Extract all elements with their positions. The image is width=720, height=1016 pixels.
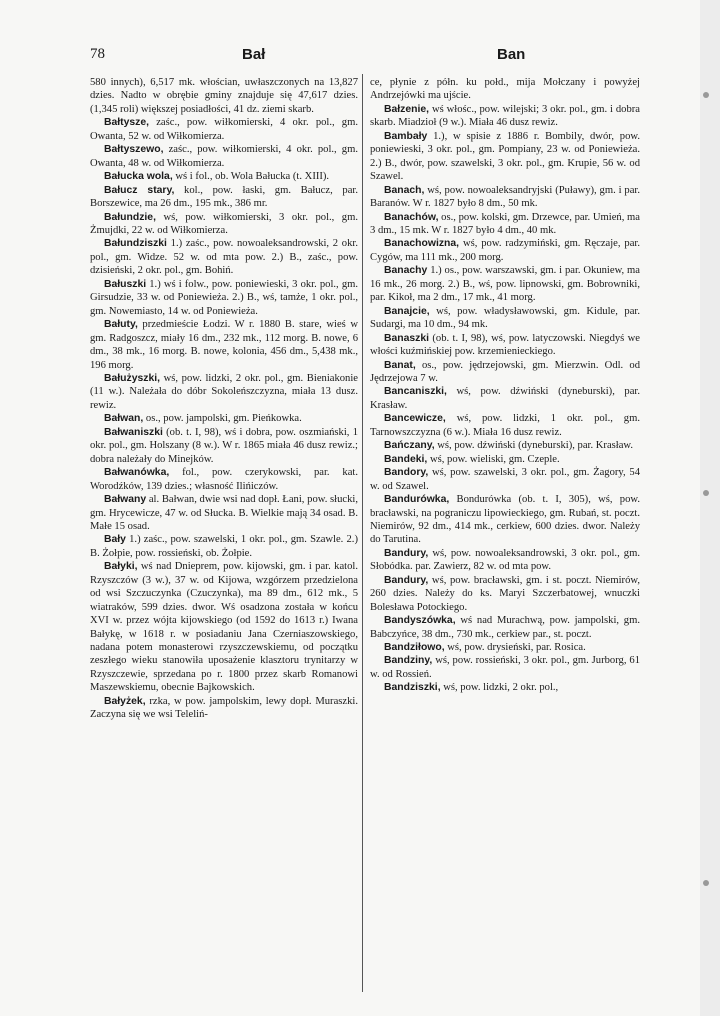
entry-headword: Bambały [384, 130, 428, 142]
scan-mark [703, 92, 709, 98]
entry-text: wś, pow. wiłkomierski, 3 okr. pol., gm. Żmujdki, 22 w. od Wiłkomierza. [90, 211, 358, 236]
entry-headword: Bancaniszki, [384, 386, 447, 398]
entry-text: wś, pow. wieliski, gm. Czeple. [427, 453, 560, 465]
left-column [90, 76, 358, 722]
entry-text: wś, pow. radzymiński, gm. Ręczaje, par. Cygów, ma 111 mk., 200 morg. [370, 238, 640, 263]
entry-headword: Bałundzie, [104, 211, 156, 223]
dictionary-entry [370, 184, 640, 211]
entry-headword: Banat, [384, 359, 416, 371]
entry-text: wś, pow. lidzki, 1 okr. pol., gm. Tarnowszczyzna (6 w.). Miała 16 dusz rewiz. [370, 413, 640, 438]
entry-text: (ob. t. I, 98), wś, pow. latyczowski. Niegdyś we włości kuźmińskiej pow. krzemienieckiego. [370, 332, 640, 358]
dictionary-entry [370, 385, 640, 412]
entry-text: fol., pow. czerykowski, par. kat. Worodźków, 139 dzies.; własność Ilińiczów. [90, 467, 358, 492]
entry-text: wś, pow. nowoaleksandrowski, 3 okr. pol., gm. Słobódka. par. Zawierz, 82 w. od mta pow. [370, 547, 640, 573]
entry-headword: Bałuszki [104, 278, 147, 290]
dictionary-entry [370, 641, 640, 654]
entry-headword: Banach, [384, 184, 425, 196]
entry-text: wś, pow. bracławski, gm. i st. poczt. Niemirów, 260 dzies. Należy do ks. Maryi Szczerbatowej, wnuczki Bolesława Potockiego. [370, 574, 640, 613]
entry-headword: Bandury, [384, 547, 429, 559]
entry-headword: Bałużyszki, [104, 372, 161, 384]
dictionary-entry [90, 76, 358, 116]
entry-text: al. Bałwan, dwie wsi nad dopł. Łani, pow. słucki, gm. Hrycewicze, 47 w. od Słucka. B. Wielkie mają 34 osad. B. Małe 15 osad. [90, 494, 358, 532]
dictionary-entry [370, 76, 640, 103]
entry-headword: Bandziny, [384, 655, 433, 667]
entry-headword: Bandziszki, [384, 682, 441, 694]
entry-text: wś, pow. władysławowski, gm. Kidule, par. Sudargi, ma 10 dm., 94 mk. [370, 305, 640, 331]
entry-headword: Bałtyszewo, [104, 144, 164, 156]
dictionary-entry [90, 170, 358, 183]
dictionary-entry [370, 654, 640, 681]
dictionary-entry [370, 237, 640, 264]
dictionary-entry [90, 116, 358, 143]
entry-headword: Banachów, [384, 211, 439, 223]
dictionary-entry [90, 318, 358, 372]
scan-edge [700, 0, 720, 1016]
dictionary-entry [90, 695, 358, 722]
dictionary-entry [90, 143, 358, 170]
entry-text: zaśc., pow. wiłkomierski, 4 okr. pol., gm. Owanta, 52 w. od Wiłkomierza. [90, 117, 358, 142]
dictionary-entry [90, 184, 358, 211]
entry-headword: Banajcie, [384, 305, 430, 317]
running-head-left: Bał [242, 46, 266, 63]
dictionary-entry [370, 332, 640, 359]
running-head-right: Ban [497, 46, 526, 63]
entry-text: os., pow. jędrzejowski, gm. Mierzwin. Odl. od Jędrzejowa 7 w. [370, 359, 640, 384]
entry-text: wś, pow. lidzki, 2 okr. pol., gm. Bieniakonie (11 w.). Należała do dóbr Sokoleńszczyzna, miała 13 dusz. rewiz. [90, 372, 358, 411]
entry-headword: Bancewicze, [384, 413, 446, 425]
entry-text: ce, płynie z półn. ku połd., mija Mołczany i powyżej Andrzejówki ma ujście. [370, 77, 640, 102]
dictionary-entry [90, 426, 358, 466]
entry-text: wś nad Dnieprem, pow. kijowski, gm. i par. katol. Rzyszczów (3 w.), 37 w. od Kijowa, wzgórzem przedzielona od wsi Szczuczynka (Czuczynka), ma 89 dm., 612 mk., 5 wiatraków, 599 dzies. dwor. Wś osadzona została w końcu XVI w. przez wójta kijowskiego (od 1592 do 1613 r.) Iwana Bałykę, w 1618 r. w posiadaniu Jana Czerniaszowskiego, nadana potem monasterowi rzyszczewskiemu, od początku zeszłego wieku stanowiła uposażenie klasztoru trynitarzy w Rzyszczewie, sprzedana po r. 1800 przez skarb Romanowi Maszewskiemu, obecnie Bajkowskich. [90, 561, 358, 694]
entry-text: wś, pow. dźwiński (dyneburski), par. Krasław. [434, 440, 634, 452]
entry-text: wś nad Murachwą, pow. jampolski, gm. Babczyńce, 38 dm., 730 mk., cerkiew par., st. poczt. [370, 615, 640, 640]
entry-headword: Bałzenie, [384, 103, 430, 115]
dictionary-entry [370, 130, 640, 184]
entry-headword: Banaszki [384, 332, 430, 344]
scan-mark [703, 880, 709, 886]
dictionary-entry [370, 103, 640, 130]
entry-headword: Bałwanówka, [104, 467, 170, 479]
dictionary-entry [90, 372, 358, 412]
dictionary-entry [370, 264, 640, 304]
entry-headword: Banachy [384, 265, 428, 277]
dictionary-entry [90, 466, 358, 493]
dictionary-entry [370, 439, 640, 452]
entry-headword: Banachowizna, [384, 238, 460, 250]
dictionary-entry [370, 359, 640, 386]
column-divider [362, 74, 363, 992]
entry-text: wś, pow. szawelski, 3 okr. pol., gm. Żagory, 54 w. od Szawel. [370, 467, 640, 492]
entry-text: (ob. t. I, 98), wś i dobra, pow. oszmiański, 1 okr. pol., gm. Holszany (8 w.). W r. 1865 miała 46 dusz rewiz.; dobra należały do Minejków. [90, 426, 358, 465]
dictionary-entry [370, 453, 640, 466]
entry-text: 1.) os., pow. warszawski, gm. i par. Okuniew, ma 16 mk., 26 morg. 2.) B., wś, pow. lipnowski, gm. Bobrowniki, par. Kikoł, ma 2 dm., 17 mk., 41 morg. [370, 265, 640, 304]
entry-text: zaśc., pow. wiłkomierski, 4 okr. pol., gm. Owanta, 48 w. od Wiłkomierza. [90, 144, 358, 169]
entry-headword: Bańczany, [384, 440, 435, 452]
dictionary-entry [370, 614, 640, 641]
entry-headword: Bałyżek, [104, 695, 146, 707]
entry-headword: Bandury, [384, 574, 429, 586]
entry-text: os., pow. jampolski, gm. Pieńkowka. [143, 413, 302, 425]
entry-headword: Bały [104, 534, 126, 546]
scan-mark [703, 490, 709, 496]
dictionary-entry [90, 278, 358, 318]
entry-text: kol., pow. łaski, gm. Bałucz, par. Borszewice, ma 26 dm., 195 mk., 386 mr. [90, 184, 358, 210]
entry-headword: Bałwaniszki [104, 426, 163, 438]
entry-text: Bondurówka (ob. t. I, 305), wś, pow. bracławski, na pograniczu lipowieckiego, gm. Rubań, st. poczt. Niemirów, 92 dm., 414 mk., cerkiew, 600 dzies. dwor. Należy do Tarutina. [370, 494, 640, 546]
dictionary-entry [370, 305, 640, 332]
entry-text: 1.), w spisie z 1886 r. Bombily, dwór, pow. poniewieski, 3 okr. pol., gm. Pompiany, 23 w. od Poniewieża. 2.) B., dwór, pow. szawelski, 3 okr. pol., gm. Krupie, 56 w. od Szawel. [370, 130, 640, 183]
entry-text: 1.) zaśc., pow. szawelski, 1 okr. pol., gm. Szawle. 2.) B. Żołpie, pow. rossieński, ob. Żołpie. [90, 534, 358, 559]
entry-text: przedmieście Łodzi. W r. 1880 B. stare, wieś w gm. Radgoszcz, miały 16 dm., 232 mk., 112 morg. B. nowe, 6 dm., 38 mk., 16 morg. B. nowe, kolonia, 456 dm., 5,438 mk., 196 morg. [90, 319, 358, 371]
entry-text: 1.) wś i folw., pow. poniewieski, 3 okr. pol., gm. Girsudzie, 33 w. od Poniewieża. 2.) B., wś, tamże, 1 okr. pol., gm. Nowemiasto, 14 w. od Poniewieża. [90, 278, 358, 317]
entry-text: wś włośc., pow. wilejski; 3 okr. pol., gm. i dobra skarb. Miadzioł (9 w.). Miała 46 dusz rewiz. [370, 103, 640, 129]
dictionary-entry [370, 412, 640, 439]
entry-headword: Bandurówka, [384, 494, 450, 506]
dictionary-entry [90, 560, 358, 695]
entry-text: rzka, w pow. jampolskim, lewy dopł. Muraszki. Zaczyna się we wsi Teleliń- [90, 695, 358, 721]
entry-headword: Bałundziszki [104, 238, 167, 250]
entry-headword: Bałuty, [104, 319, 138, 331]
dictionary-entry [90, 211, 358, 238]
entry-text: 580 innych), 6,517 mk. włościan, uwłaszczonych na 13,827 dzies. Nadto w obrębie gminy znajduje się 47,617 dzies. (1,345 roli) większej posiadłości, 41 dz. ziemi skarb. [90, 77, 358, 115]
entry-headword: Bałyki, [104, 561, 138, 573]
right-column [370, 76, 640, 695]
entry-headword: Bałucka wola, [104, 171, 173, 183]
dictionary-entry [370, 493, 640, 547]
entry-text: os., pow. kolski, gm. Drzewce, par. Umień, ma 3 dm., 15 mk. W r. 1827 było 4 dm., 40 mk. [370, 211, 640, 236]
entry-text: wś, pow. rossieński, 3 okr. pol., gm. Jurborg, 61 w. od Rossień. [370, 655, 640, 680]
entry-text: 1.) zaśc., pow. nowoaleksandrowski, 2 okr. pol., gm. Widze. 52 w. od mta pow. 2.) B., zaśc., pow. dzisieński, 2 okr. pol., gm. Bohiń. [90, 238, 358, 277]
entry-text: wś, pow. dźwiński (dyneburski), par. Krasław. [370, 386, 640, 411]
entry-headword: Bandory, [384, 467, 429, 479]
dictionary-entry [370, 211, 640, 238]
entry-headword: Bandziłowo, [384, 642, 445, 654]
entry-headword: Bandyszówka, [384, 615, 456, 627]
dictionary-entry [370, 681, 640, 694]
dictionary-entry [90, 412, 358, 425]
entry-headword: Bałwany [104, 494, 147, 506]
entry-text: wś, pow. drysieński, par. Rosica. [444, 642, 586, 654]
dictionary-entry [370, 466, 640, 493]
dictionary-entry [370, 574, 640, 614]
entry-headword: Bałucz stary, [104, 184, 175, 196]
entry-headword: Bałwan, [104, 413, 144, 425]
entry-headword: Bałtysze, [104, 117, 150, 129]
entry-text: wś i fol., ob. Wola Bałucka (t. XIII). [172, 171, 330, 183]
dictionary-entry [370, 547, 640, 574]
entry-headword: Bandeki, [384, 453, 428, 465]
dictionary-entry [90, 237, 358, 277]
page-number: 78 [90, 46, 105, 62]
dictionary-entry [90, 533, 358, 560]
entry-text: wś, pow. lidzki, 2 okr. pol., [440, 682, 559, 694]
dictionary-entry [90, 493, 358, 533]
entry-text: wś, pow. nowoaleksandryjski (Puławy), gm. i par. Baranów. W r. 1827 było 8 dm., 50 mk. [370, 184, 640, 210]
